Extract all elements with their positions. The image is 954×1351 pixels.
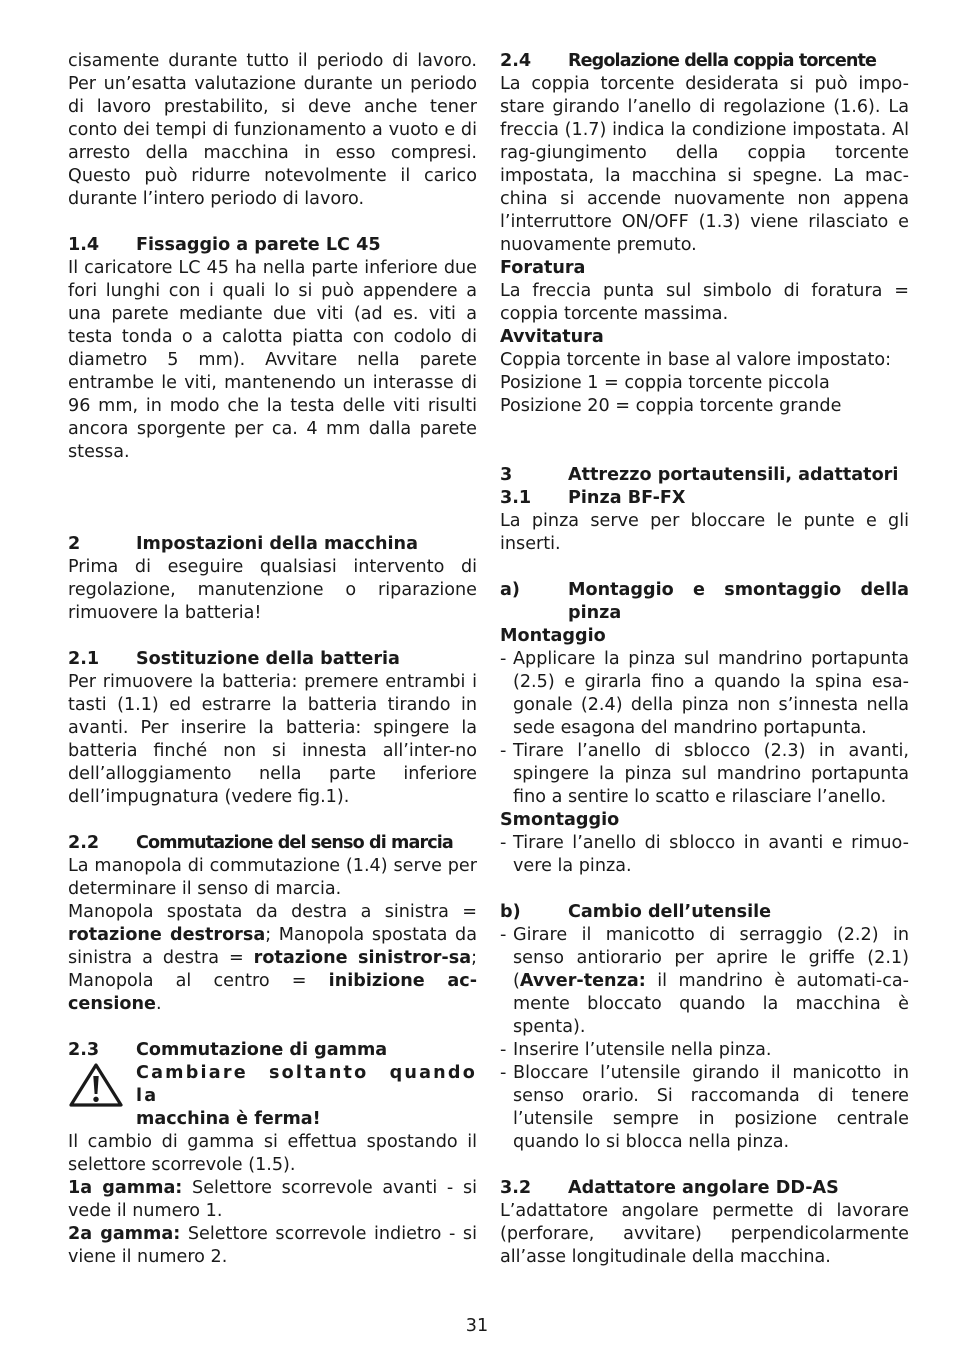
heading-2: 2 Impostazioni della macchina (68, 534, 418, 554)
heading-3: 3 Attrezzo portautensili, adattatori (500, 465, 899, 485)
smontaggio-list (500, 832, 909, 878)
paragraph-gamma-2: 2a gamma: Selettore scorrevole indietro - si viene il numero 2. (68, 1224, 477, 1267)
subheading-montaggio: Montaggio (500, 626, 606, 646)
paragraph-2-2a: La manopola di commutazione (1.4) serve per determinare il senso di marcia. (68, 856, 477, 899)
cambio-list (500, 924, 909, 1154)
heading-3-2: 3.2 Adattatore angolare DD-AS (500, 1178, 839, 1198)
heading-3-1: 3.1 Pinza BF-FX (500, 488, 686, 508)
heading-a: a) Montaggio e smontaggio della pinza (500, 580, 909, 623)
warning-text: Cambiare soltanto quando la macchina è ferma! (136, 1063, 477, 1129)
paragraph-2-1: Per rimuovere la batteria: premere entrambi i tasti (1.1) ed estrarre la batteria tirando in avanti. Per inserire la batteria: spingere la batteria finché non si innesta all’inter-no dell’alloggiamento nella parte inferiore dell’impugnatura (vedere fig.1). (68, 672, 477, 807)
paragraph-2: Prima di eseguire qualsiasi intervento di regolazione, manutenzione o riparazione rimuovere la batteria! (68, 557, 477, 623)
subheading-smontaggio: Smontaggio (500, 810, 620, 830)
list-item: - Girare il manicotto di serraggio (2.2) in senso antiorario per aprire le griffe (2.1) (Avver-tenza: il mandrino è automati-ca-mente bloccato quando la macchina è spenta). (500, 925, 909, 1037)
paragraph-3-1: La pinza serve per bloccare le punte e gli inserti. (500, 511, 909, 554)
heading-2-3: 2.3 Commutazione di gamma (68, 1040, 388, 1060)
avvitatura-line-3: Posizione 20 = coppia torcente grande (500, 396, 842, 416)
paragraph-2-2b: Manopola spostata da destra a sinistra = rotazione destrorsa; Manopola spostata da sinistra a destra = rotazione sinistror-sa; Manopola al centro = inibizione ac-censione. (68, 902, 478, 1014)
paragraph-gamma-1: 1a gamma: Selettore scorrevole avanti - si vede il numero 1. (68, 1178, 477, 1221)
list-item: - Tirare l’anello di sblocco in avanti e rimuo-vere la pinza. (500, 833, 909, 876)
intro-paragraph: cisamente durante tutto il periodo di lavoro. Per un’esatta valutazione durante un periodo di lavoro prestabilito, si deve anche tener conto dei tempi di funzionamento a vuoto e di arresto della macchina in esso compresi. Questo può ridurre notevolmente il carico durante l’intero periodo di lavoro. (68, 51, 477, 209)
list-item: - Tirare l’anello di sblocco (2.3) in avanti, spingere la pinza sul mandrino portapunta fino a sentire lo scatto e rilasciare l’anello. (500, 741, 909, 807)
list-item: - Inserire l’utensile nella pinza. (500, 1040, 772, 1060)
paragraph-foratura: La freccia punta sul simbolo di foratura = coppia torcente massima. (500, 281, 909, 324)
paragraph-2-3: Il cambio di gamma si effettua spostando il selettore scorrevole (1.5). (68, 1132, 477, 1175)
heading-2-4: 2.4 Regolazione della coppia torcente (500, 51, 877, 71)
right-column (500, 50, 909, 1269)
left-column (68, 50, 477, 1269)
avvitatura-line-2: Posizione 1 = coppia torcente piccola (500, 373, 830, 393)
page-number: 31 (465, 1316, 489, 1336)
heading-1-4: 1.4 Fissaggio a parete LC 45 (68, 235, 381, 255)
paragraph-3-2: L’adattatore angolare permette di lavorare (perforare, avvitare) perpendicolarmente all’asse longitudinale della macchina. (500, 1201, 909, 1267)
list-item: - Applicare la pinza sul mandrino portapunta (2.5) e girarla fino a quando la spina esa-gonale (2.4) della pinza non s’innesta nella sede esagona del mandrino portapunta. (500, 649, 909, 738)
heading-2-1: 2.1 Sostituzione della batteria (68, 649, 400, 669)
subheading-avvitatura: Avvitatura (500, 327, 604, 347)
paragraph-2-4: La coppia torcente desiderata si può impo-stare girando l’anello di regolazione (1.6). La freccia (1.7) indica la condizione impostata. Al rag-giungimento della coppia torcente impostata, la macchina si spegne. La mac-china si accende nuovamente non appena l’interruttore ON/OFF (1.3) viene rilasciato e nuovamente premuto. (500, 74, 909, 255)
montaggio-list (500, 648, 909, 809)
subheading-foratura: Foratura (500, 258, 586, 278)
avvitatura-line-1: Coppia torcente in base al valore impostato: (500, 350, 892, 370)
warning-block (68, 1062, 477, 1131)
paragraph-1-4: Il caricatore LC 45 ha nella parte inferiore due fori lunghi con i quali lo si può appendere a una parete mediante due viti (ad es. viti a testa tonda o a calotta piatta con codolo di diametro 5 mm). Avvitare nella parete entrambe le viti, mantenendo un interasse di 96 mm, in modo che la testa delle viti risulti ancora sporgente per ca. 4 mm dalla parete stessa. (68, 258, 477, 462)
warning-triangle-icon (68, 1062, 136, 1131)
heading-b: b) Cambio dell’utensile (500, 902, 772, 922)
list-item: - Bloccare l’utensile girando il manicotto in senso orario. Si raccomanda di tenere l’utensile sempre in posizione centrale quando lo si blocca nella pinza. (500, 1063, 909, 1152)
heading-2-2: 2.2 Commutazione del senso di marcia (68, 833, 453, 853)
